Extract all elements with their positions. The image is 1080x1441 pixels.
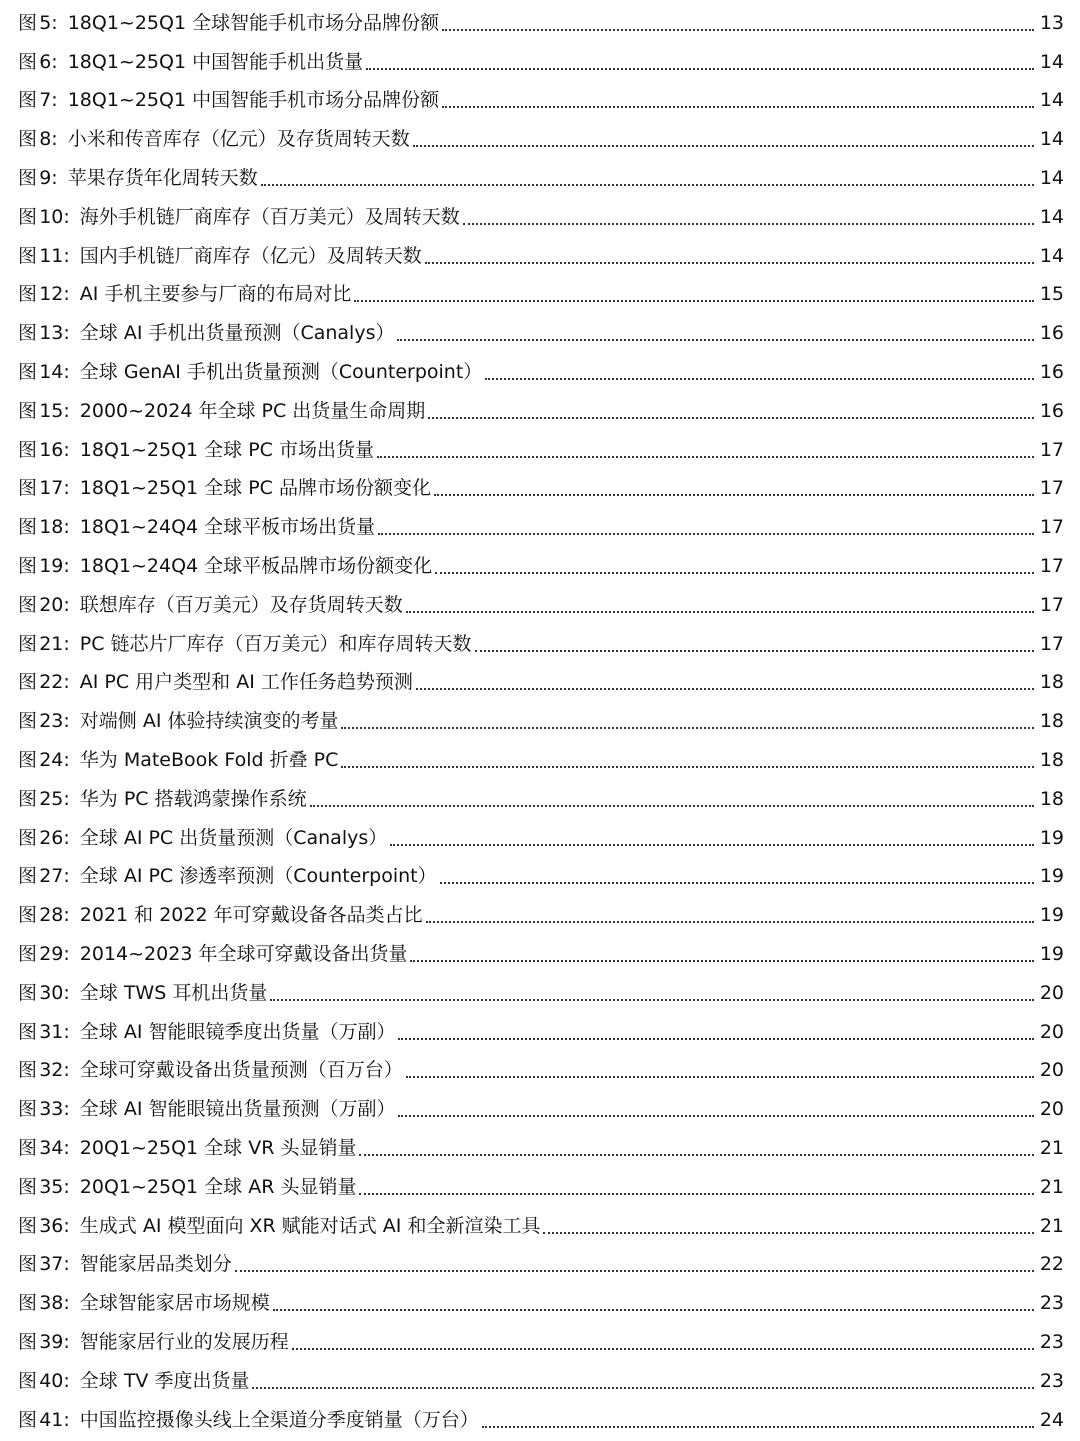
page-number: 19 (1039, 826, 1064, 849)
toc-entry[interactable] (0, 43, 1080, 82)
toc-entry[interactable] (0, 586, 1080, 625)
page-number: 22 (1039, 1253, 1064, 1276)
toc-entry[interactable] (0, 1168, 1080, 1207)
page-number: 14 (1039, 244, 1064, 267)
dot-leader (406, 610, 1034, 613)
figure-title: 全球可穿戴设备出货量预测（百万台） (79, 1059, 403, 1082)
figure-prefix: 图 (18, 283, 38, 306)
dot-leader (475, 649, 1034, 652)
figure-title: 18Q1~25Q1 全球智能手机市场分品牌份额 (67, 11, 440, 34)
figure-prefix: 图 (18, 244, 38, 267)
dot-leader (261, 183, 1034, 186)
figure-number: 35: (39, 1175, 70, 1198)
figure-prefix: 图 (18, 1214, 38, 1237)
figure-prefix: 图 (18, 749, 38, 772)
dot-leader (426, 920, 1034, 923)
dot-leader (252, 1386, 1034, 1389)
figure-prefix: 图 (18, 11, 38, 34)
page-number: 16 (1039, 322, 1064, 345)
figure-prefix: 图 (18, 205, 38, 228)
figure-prefix: 图 (18, 1137, 38, 1159)
dot-leader (273, 1308, 1034, 1311)
figure-title: 20Q1~25Q1 全球 VR 头显销量 (79, 1137, 357, 1159)
figure-title: 18Q1~24Q4 全球平板品牌市场份额变化 (79, 555, 433, 578)
figure-title: 2021 和 2022 年可穿戴设备各品类占比 (79, 904, 423, 927)
page-number: 14 (1039, 167, 1064, 190)
figure-prefix: 图 (18, 477, 38, 500)
toc-entry[interactable] (0, 392, 1080, 431)
page-number: 19 (1039, 904, 1064, 927)
figure-title: 18Q1~25Q1 全球 PC 市场出货量 (79, 438, 374, 461)
dot-leader (413, 144, 1034, 147)
page-number: 14 (1039, 89, 1064, 112)
figure-number: 37: (39, 1253, 70, 1276)
toc-entry[interactable] (0, 858, 1080, 897)
figure-number: 40: (39, 1369, 70, 1392)
figure-title: 华为 PC 搭载鸿蒙操作系统 (79, 787, 307, 810)
page-number: 14 (1039, 50, 1064, 73)
figure-title: 海外手机链厂商库存（百万美元）及周转天数 (79, 205, 460, 228)
dot-leader (398, 1037, 1034, 1040)
figure-number: 12: (39, 283, 70, 306)
figure-title: 联想库存（百万美元）及存货周转天数 (79, 593, 403, 616)
dot-leader (397, 338, 1034, 341)
toc-entry[interactable] (0, 1401, 1080, 1440)
figure-number: 27: (39, 865, 70, 888)
figure-number: 6: (39, 50, 58, 73)
figure-title: 全球智能家居市场规模 (79, 1292, 270, 1315)
dot-leader (485, 377, 1034, 380)
page-number: 21 (1039, 1175, 1064, 1198)
figure-prefix: 图 (18, 671, 38, 694)
figure-title: 全球 TWS 耳机出货量 (79, 981, 268, 1004)
figure-number: 21: (39, 632, 70, 655)
figure-title: 生成式 AI 模型面向 XR 赋能对话式 AI 和全新渲染工具 (79, 1214, 541, 1237)
figure-prefix: 图 (18, 787, 38, 810)
figure-number: 25: (39, 787, 70, 810)
toc-entry[interactable] (0, 1323, 1080, 1362)
figure-number: 30: (39, 981, 70, 1004)
toc-entry[interactable] (0, 702, 1080, 741)
figure-title: AI PC 用户类型和 AI 工作任务趋势预测 (79, 671, 413, 694)
toc-entry[interactable] (0, 1013, 1080, 1052)
dot-leader (406, 1075, 1034, 1078)
dot-leader (341, 726, 1034, 729)
figure-title: 全球 AI PC 出货量预测（Canalys） (79, 826, 388, 849)
page-number: 19 (1039, 865, 1064, 888)
toc-entry[interactable] (0, 470, 1080, 509)
figure-number: 16: (39, 438, 70, 461)
figure-prefix: 图 (18, 1098, 38, 1121)
toc-entry[interactable] (0, 1052, 1080, 1091)
figure-prefix: 图 (18, 438, 38, 461)
figure-title: 小米和传音库存（亿元）及存货周转天数 (67, 128, 410, 151)
dot-leader (359, 1192, 1034, 1195)
dot-leader (428, 416, 1034, 419)
page-number: 17 (1039, 555, 1064, 578)
figure-number: 8: (39, 128, 58, 151)
figure-number: 41: (39, 1408, 70, 1431)
page-number: 14 (1039, 205, 1064, 228)
dot-leader (442, 28, 1034, 31)
figure-prefix: 图 (18, 593, 38, 616)
dot-leader (442, 105, 1034, 108)
toc-entry[interactable] (0, 1090, 1080, 1129)
toc-entry[interactable] (0, 896, 1080, 935)
page-number: 20 (1039, 1020, 1064, 1043)
page-number: 23 (1039, 1369, 1064, 1392)
page-number: 17 (1039, 593, 1064, 616)
figure-number: 32: (39, 1059, 70, 1082)
toc-entry[interactable] (0, 4, 1080, 43)
toc-entry[interactable] (0, 1362, 1080, 1401)
toc-entry[interactable] (0, 1129, 1080, 1168)
dot-leader (435, 571, 1034, 574)
page-number: 16 (1039, 361, 1064, 384)
figure-title: AI 手机主要参与厂商的布局对比 (79, 283, 352, 306)
figure-prefix: 图 (18, 516, 38, 539)
figure-prefix: 图 (18, 555, 38, 578)
figure-title: 全球 GenAI 手机出货量预测（Counterpoint） (79, 361, 483, 384)
page-number: 13 (1039, 11, 1064, 34)
toc-entry[interactable] (0, 974, 1080, 1013)
figure-prefix: 图 (18, 710, 38, 733)
dot-leader (390, 843, 1034, 846)
toc-entry[interactable] (0, 353, 1080, 392)
figure-title: 全球 TV 季度出货量 (79, 1369, 250, 1392)
page-number: 15 (1039, 283, 1064, 306)
toc-entry[interactable] (0, 159, 1080, 198)
page-number: 21 (1039, 1214, 1064, 1237)
figure-number: 14: (39, 361, 70, 384)
figure-number: 7: (39, 89, 58, 112)
figure-title: 国内手机链厂商库存（亿元）及周转天数 (79, 244, 422, 267)
page-number: 17 (1039, 516, 1064, 539)
page-number: 17 (1039, 477, 1064, 500)
page-number: 16 (1039, 399, 1064, 422)
dot-leader (543, 1231, 1034, 1234)
toc-entry[interactable] (0, 276, 1080, 315)
figure-prefix: 图 (18, 1175, 38, 1198)
figure-prefix: 图 (18, 167, 38, 190)
dot-leader (354, 299, 1034, 302)
figure-title: 20Q1~25Q1 全球 AR 头显销量 (79, 1175, 357, 1198)
figure-prefix: 图 (18, 399, 38, 422)
figure-prefix: 图 (18, 1292, 38, 1315)
figure-title: 智能家居品类划分 (79, 1253, 232, 1276)
figure-number: 20: (39, 593, 70, 616)
figure-prefix: 图 (18, 1330, 38, 1353)
toc-entry[interactable] (0, 431, 1080, 470)
dot-leader (366, 67, 1034, 70)
figure-prefix: 图 (18, 943, 38, 966)
dot-leader (378, 532, 1034, 535)
figure-number: 39: (39, 1330, 70, 1353)
dot-leader (416, 687, 1034, 690)
figure-number: 10: (39, 205, 70, 228)
figure-prefix: 图 (18, 1253, 38, 1276)
figure-prefix: 图 (18, 128, 38, 151)
page-number: 18 (1039, 749, 1064, 772)
page-number: 14 (1039, 128, 1064, 151)
figure-number: 28: (39, 904, 70, 927)
page-number: 20 (1039, 981, 1064, 1004)
figure-number: 18: (39, 516, 70, 539)
toc-entry[interactable] (0, 819, 1080, 858)
page-number: 18 (1039, 710, 1064, 733)
figure-title: 中国监控摄像头线上全渠道分季度销量（万台） (79, 1408, 479, 1431)
page-number: 21 (1039, 1137, 1064, 1159)
dot-leader (292, 1347, 1034, 1350)
figure-prefix: 图 (18, 826, 38, 849)
figure-title: 2000~2024 年全球 PC 出货量生命周期 (79, 399, 426, 422)
figure-number: 22: (39, 671, 70, 694)
toc-entry[interactable] (0, 1246, 1080, 1285)
dot-leader (425, 261, 1034, 264)
figure-number: 34: (39, 1137, 70, 1159)
dot-leader (440, 881, 1034, 884)
figure-prefix: 图 (18, 1408, 38, 1431)
dot-leader (359, 1153, 1034, 1156)
figure-number: 13: (39, 322, 70, 345)
dot-leader (398, 1114, 1034, 1117)
toc-entry[interactable] (0, 314, 1080, 353)
figure-number: 23: (39, 710, 70, 733)
toc-entry[interactable] (0, 935, 1080, 974)
figure-title: 对端侧 AI 体验持续演变的考量 (79, 710, 339, 733)
page-number: 18 (1039, 671, 1064, 694)
dot-leader (410, 959, 1034, 962)
figure-prefix: 图 (18, 1020, 38, 1043)
page-number: 18 (1039, 787, 1064, 810)
figure-number: 36: (39, 1214, 70, 1237)
figure-number: 29: (39, 943, 70, 966)
figure-number: 19: (39, 555, 70, 578)
toc-entry[interactable] (0, 664, 1080, 703)
page-number: 23 (1039, 1292, 1064, 1315)
figure-prefix: 图 (18, 50, 38, 73)
figure-number: 9: (39, 167, 58, 190)
figure-title: 18Q1~25Q1 全球 PC 品牌市场份额变化 (79, 477, 431, 500)
figure-prefix: 图 (18, 865, 38, 888)
figure-title: 全球 AI 智能眼镜季度出货量（万副） (79, 1020, 396, 1043)
toc-entry[interactable] (0, 1284, 1080, 1323)
figure-prefix: 图 (18, 904, 38, 927)
figure-title: 智能家居行业的发展历程 (79, 1330, 289, 1353)
dot-leader (310, 804, 1034, 807)
page-number: 20 (1039, 1059, 1064, 1082)
dot-leader (341, 765, 1034, 768)
figure-title: 18Q1~25Q1 中国智能手机市场分品牌份额 (67, 89, 440, 112)
dot-leader (377, 455, 1034, 458)
figure-title: PC 链芯片厂库存（百万美元）和库存周转天数 (79, 632, 472, 655)
figure-prefix: 图 (18, 981, 38, 1004)
figure-number: 31: (39, 1020, 70, 1043)
toc-entry[interactable] (0, 198, 1080, 237)
figure-title: 全球 AI 智能眼镜出货量预测（万副） (79, 1098, 396, 1121)
figure-prefix: 图 (18, 1369, 38, 1392)
figure-title: 18Q1~24Q4 全球平板市场出货量 (79, 516, 376, 539)
figure-title: 全球 AI PC 渗透率预测（Counterpoint） (79, 865, 437, 888)
page-number: 17 (1039, 632, 1064, 655)
figure-prefix: 图 (18, 361, 38, 384)
figure-prefix: 图 (18, 322, 38, 345)
figure-number: 26: (39, 826, 70, 849)
figure-number: 15: (39, 399, 70, 422)
figure-number: 11: (39, 244, 70, 267)
toc-entry[interactable] (0, 82, 1080, 121)
dot-leader (434, 493, 1034, 496)
page-number: 19 (1039, 943, 1064, 966)
figure-title: 全球 AI 手机出货量预测（Canalys） (79, 322, 395, 345)
figure-title: 2014~2023 年全球可穿戴设备出货量 (79, 943, 408, 966)
toc-entry[interactable] (0, 741, 1080, 780)
figure-title: 18Q1~25Q1 中国智能手机出货量 (67, 50, 364, 73)
dot-leader (482, 1425, 1034, 1428)
toc-entry[interactable] (0, 625, 1080, 664)
figure-number: 38: (39, 1292, 70, 1315)
figure-prefix: 图 (18, 632, 38, 655)
toc-entry[interactable] (0, 508, 1080, 547)
dot-leader (463, 222, 1034, 225)
page-number: 17 (1039, 438, 1064, 461)
figure-title: 苹果存货年化周转天数 (67, 167, 258, 190)
figure-number: 17: (39, 477, 70, 500)
figure-number: 5: (39, 11, 58, 34)
toc-entry[interactable] (0, 1207, 1080, 1246)
figure-number: 33: (39, 1098, 70, 1121)
toc-entry[interactable] (0, 120, 1080, 159)
figure-prefix: 图 (18, 89, 38, 112)
toc-entry[interactable] (0, 547, 1080, 586)
figure-number: 24: (39, 749, 70, 772)
dot-leader (270, 998, 1034, 1001)
figure-prefix: 图 (18, 1059, 38, 1082)
page-number: 24 (1039, 1408, 1064, 1431)
toc-entry[interactable] (0, 237, 1080, 276)
dot-leader (235, 1269, 1034, 1272)
toc-entry[interactable] (0, 780, 1080, 819)
page-number: 23 (1039, 1330, 1064, 1353)
figure-title: 华为 MateBook Fold 折叠 PC (79, 749, 339, 772)
page-number: 20 (1039, 1098, 1064, 1121)
